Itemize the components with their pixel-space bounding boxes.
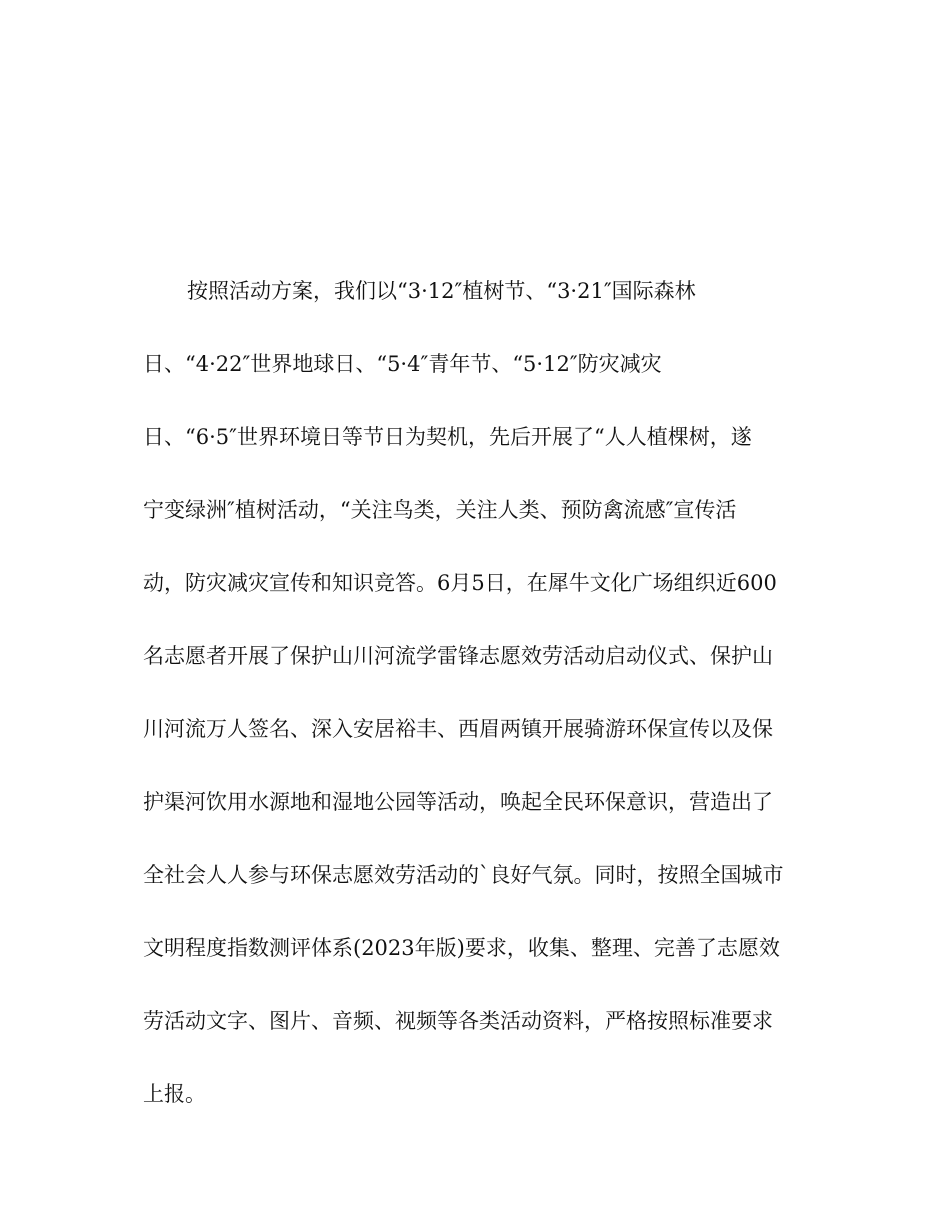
- paragraph-line: 上报。: [143, 1082, 206, 1106]
- paragraph-line: 按照活动方案，我们以“3·12″植树节、“3·21″国际森林: [187, 279, 696, 303]
- paragraph-line: 文明程度指数测评体系(2023年版)要求，收集、整理、完善了志愿效: [143, 936, 780, 960]
- paragraph-line: 劳活动文字、图片、音频、视频等各类活动资料，严格按照标准要求: [143, 1009, 773, 1033]
- paragraph-line: 宁变绿洲″植树活动，“关注鸟类，关注人类、预防禽流感″宣传活: [143, 498, 737, 522]
- paragraph-line: 护渠河饮用水源地和湿地公园等活动，唤起全民环保意识，营造出了: [143, 790, 773, 814]
- paragraph-line: 全社会人人参与环保志愿效劳活动的`良好气氛。同时，按照全国城市: [143, 863, 784, 887]
- paragraph-line: 名志愿者开展了保护山川河流学雷锋志愿效劳活动启动仪式、保护山: [143, 644, 773, 668]
- paragraph-line: 日、“6·5″世界环境日等节日为契机，先后开展了“人人植棵树，遂: [143, 425, 752, 449]
- paragraph-line: 动，防灾减灾宣传和知识竞答。6月5日，在犀牛文化广场组织近600: [143, 571, 777, 595]
- paragraph-line: 川河流万人签名、深入安居裕丰、西眉两镇开展骑游环保宣传以及保: [143, 717, 773, 741]
- paragraph-line: 日、“4·22″世界地球日、“5·4″青年节、“5·12″防灾减灾: [143, 352, 662, 376]
- body-paragraph: [143, 270, 823, 1146]
